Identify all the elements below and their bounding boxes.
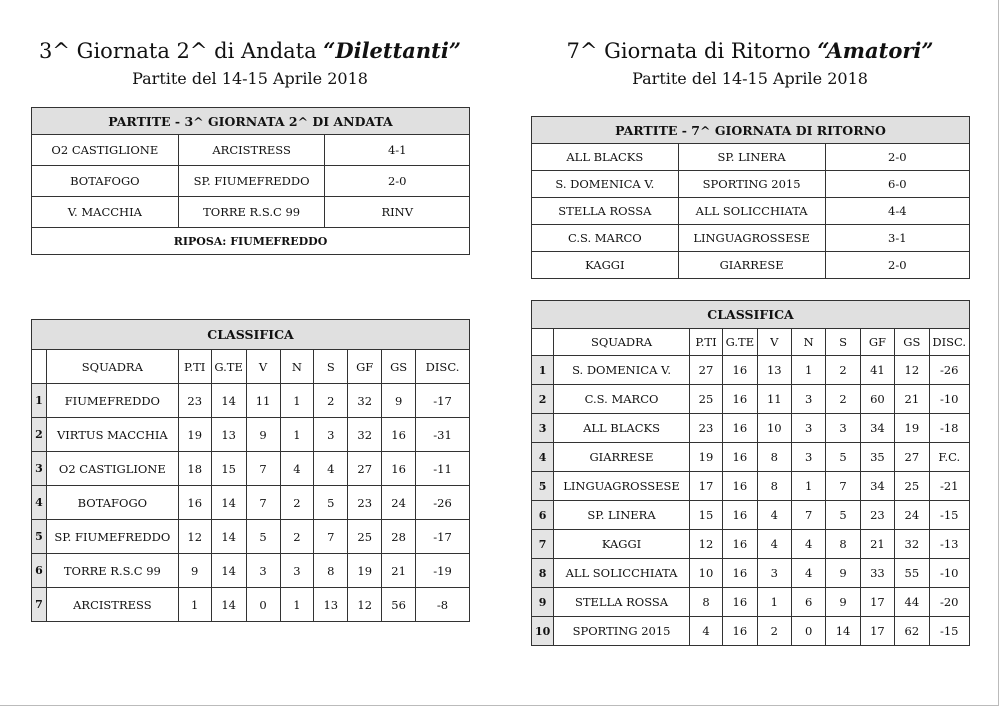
rank-cell: 9 bbox=[532, 588, 554, 617]
stat-cell: 34 bbox=[860, 472, 894, 501]
rank-cell: 2 bbox=[532, 385, 554, 414]
stat-cell: 56 bbox=[382, 588, 416, 622]
stat-cell: 4 bbox=[791, 559, 825, 588]
stat-cell: -17 bbox=[416, 520, 470, 554]
rank-cell: 10 bbox=[532, 617, 554, 646]
stat-cell: -11 bbox=[416, 452, 470, 486]
team-name-cell: ALL BLACKS bbox=[554, 414, 690, 443]
standings-row bbox=[32, 384, 470, 418]
team-name-cell: ARCISTRESS bbox=[46, 588, 178, 622]
stat-cell: 1 bbox=[280, 384, 314, 418]
team-name-cell: SPORTING 2015 bbox=[554, 617, 690, 646]
stat-cell: -13 bbox=[929, 530, 969, 559]
standings-row bbox=[532, 472, 970, 501]
stat-cell: 25 bbox=[895, 472, 929, 501]
team-name-cell: FIUMEFREDDO bbox=[46, 384, 178, 418]
left-heading: 3^ Giornata 2^ di Andata “Dilettanti” bbox=[39, 38, 461, 63]
stat-cell: 21 bbox=[860, 530, 894, 559]
stat-cell: 13 bbox=[211, 418, 246, 452]
stat-cell: 10 bbox=[757, 414, 791, 443]
left-standings-title: CLASSIFICA bbox=[32, 320, 470, 350]
column-header: V bbox=[246, 350, 280, 384]
stat-cell: 12 bbox=[689, 530, 722, 559]
stat-cell: 5 bbox=[826, 501, 860, 530]
stat-cell: 7 bbox=[246, 452, 280, 486]
match-row bbox=[32, 166, 470, 197]
stat-cell: 27 bbox=[895, 443, 929, 472]
stat-cell: 4 bbox=[791, 530, 825, 559]
away-team: SP. FIUMEFREDDO bbox=[178, 166, 325, 197]
away-team: LINGUAGROSSESE bbox=[678, 225, 825, 252]
stat-cell: 25 bbox=[689, 385, 722, 414]
stat-cell: 32 bbox=[348, 418, 382, 452]
stat-cell: -26 bbox=[929, 356, 969, 385]
stat-cell: -21 bbox=[929, 472, 969, 501]
stat-cell: 10 bbox=[689, 559, 722, 588]
column-header: G.TE bbox=[723, 329, 757, 356]
stat-cell: 32 bbox=[895, 530, 929, 559]
away-team: SP. LINERA bbox=[678, 144, 825, 171]
stat-cell: 21 bbox=[382, 554, 416, 588]
stat-cell: 5 bbox=[314, 486, 348, 520]
stat-cell: 14 bbox=[826, 617, 860, 646]
stat-cell: 27 bbox=[689, 356, 722, 385]
stat-cell: 3 bbox=[791, 443, 825, 472]
match-row bbox=[532, 225, 970, 252]
right-subtitle: Partite del 14-15 Aprile 2018 bbox=[632, 69, 868, 88]
home-team: S. DOMENICA V. bbox=[532, 171, 679, 198]
home-team: C.S. MARCO bbox=[532, 225, 679, 252]
stat-cell: 5 bbox=[826, 443, 860, 472]
stat-cell: 14 bbox=[211, 520, 246, 554]
stat-cell: 12 bbox=[895, 356, 929, 385]
stat-cell: 2 bbox=[826, 385, 860, 414]
stat-cell: 7 bbox=[826, 472, 860, 501]
stat-cell: 16 bbox=[723, 472, 757, 501]
stat-cell: 13 bbox=[314, 588, 348, 622]
stat-cell: 16 bbox=[723, 617, 757, 646]
standings-row bbox=[32, 452, 470, 486]
match-score: 4-1 bbox=[325, 135, 470, 166]
stat-cell: 3 bbox=[826, 414, 860, 443]
column-header: V bbox=[757, 329, 791, 356]
left-heading-block bbox=[30, 38, 470, 90]
match-row bbox=[32, 197, 470, 228]
stat-cell: F.C. bbox=[929, 443, 969, 472]
stat-cell: 23 bbox=[348, 486, 382, 520]
rank-cell: 6 bbox=[32, 554, 47, 588]
team-name-cell: BOTAFOGO bbox=[46, 486, 178, 520]
stat-cell: 28 bbox=[382, 520, 416, 554]
left-standings-table bbox=[31, 319, 470, 622]
stat-cell: 8 bbox=[757, 443, 791, 472]
stat-cell: -17 bbox=[416, 384, 470, 418]
stat-cell: 12 bbox=[348, 588, 382, 622]
stat-cell: 3 bbox=[791, 385, 825, 414]
stat-cell: 16 bbox=[723, 414, 757, 443]
column-header: SQUADRA bbox=[46, 350, 178, 384]
stat-cell: 19 bbox=[348, 554, 382, 588]
away-team: SPORTING 2015 bbox=[678, 171, 825, 198]
right-matches-table bbox=[531, 116, 970, 279]
home-team: O2 CASTIGLIONE bbox=[32, 135, 179, 166]
standings-row bbox=[532, 617, 970, 646]
standings-row bbox=[532, 530, 970, 559]
stat-cell: 13 bbox=[757, 356, 791, 385]
team-name-cell: KAGGI bbox=[554, 530, 690, 559]
stat-cell: 16 bbox=[178, 486, 211, 520]
stat-cell: 8 bbox=[689, 588, 722, 617]
column-header: G.TE bbox=[211, 350, 246, 384]
stat-cell: 44 bbox=[895, 588, 929, 617]
stat-cell: 4 bbox=[314, 452, 348, 486]
standings-row bbox=[532, 414, 970, 443]
match-score: 2-0 bbox=[325, 166, 470, 197]
stat-cell: 11 bbox=[246, 384, 280, 418]
rank-cell: 4 bbox=[32, 486, 47, 520]
stat-cell: 24 bbox=[382, 486, 416, 520]
stat-cell: 9 bbox=[246, 418, 280, 452]
column-header: N bbox=[280, 350, 314, 384]
stat-cell: 2 bbox=[757, 617, 791, 646]
stat-cell: 9 bbox=[826, 559, 860, 588]
standings-row bbox=[32, 486, 470, 520]
column-header: GF bbox=[860, 329, 894, 356]
column-header: DISC. bbox=[416, 350, 470, 384]
stat-cell: -10 bbox=[929, 559, 969, 588]
stat-cell: 21 bbox=[895, 385, 929, 414]
stat-cell: 4 bbox=[757, 501, 791, 530]
standings-row bbox=[32, 588, 470, 622]
stat-cell: 18 bbox=[178, 452, 211, 486]
home-team: V. MACCHIA bbox=[32, 197, 179, 228]
stat-cell: 17 bbox=[860, 588, 894, 617]
stat-cell: 23 bbox=[178, 384, 211, 418]
stat-cell: 2 bbox=[826, 356, 860, 385]
team-name-cell: C.S. MARCO bbox=[554, 385, 690, 414]
team-name-cell: TORRE R.S.C 99 bbox=[46, 554, 178, 588]
away-team: TORRE R.S.C 99 bbox=[178, 197, 325, 228]
stat-cell: 33 bbox=[860, 559, 894, 588]
stat-cell: -18 bbox=[929, 414, 969, 443]
stat-cell: 2 bbox=[280, 486, 314, 520]
column-header: GF bbox=[348, 350, 382, 384]
stat-cell: 24 bbox=[895, 501, 929, 530]
home-team: BOTAFOGO bbox=[32, 166, 179, 197]
stat-cell: 11 bbox=[757, 385, 791, 414]
team-name-cell: SP. FIUMEFREDDO bbox=[46, 520, 178, 554]
match-score: 6-0 bbox=[825, 171, 969, 198]
stat-cell: 2 bbox=[280, 520, 314, 554]
stat-cell: 62 bbox=[895, 617, 929, 646]
stat-cell: 32 bbox=[348, 384, 382, 418]
stat-cell: -26 bbox=[416, 486, 470, 520]
stat-cell: 3 bbox=[280, 554, 314, 588]
home-team: ALL BLACKS bbox=[532, 144, 679, 171]
stat-cell: 25 bbox=[348, 520, 382, 554]
standings-row bbox=[532, 501, 970, 530]
stat-cell: 17 bbox=[860, 617, 894, 646]
column-header: S bbox=[314, 350, 348, 384]
stat-cell: 60 bbox=[860, 385, 894, 414]
team-name-cell: O2 CASTIGLIONE bbox=[46, 452, 178, 486]
rank-cell: 8 bbox=[532, 559, 554, 588]
stat-cell: 6 bbox=[791, 588, 825, 617]
stat-cell: 8 bbox=[314, 554, 348, 588]
rank-cell: 5 bbox=[32, 520, 47, 554]
left-matches-table bbox=[31, 107, 470, 255]
stat-cell: 1 bbox=[280, 588, 314, 622]
rank-cell: 4 bbox=[532, 443, 554, 472]
left-riposa: RIPOSA: FIUMEFREDDO bbox=[32, 228, 470, 255]
stat-cell: 3 bbox=[246, 554, 280, 588]
rank-cell: 7 bbox=[32, 588, 47, 622]
right-heading: 7^ Giornata di Ritorno “Amatori” bbox=[566, 38, 934, 63]
stat-cell: 0 bbox=[791, 617, 825, 646]
standings-row bbox=[32, 418, 470, 452]
standings-row bbox=[532, 356, 970, 385]
right-standings-title: CLASSIFICA bbox=[532, 301, 970, 329]
match-row bbox=[532, 198, 970, 225]
stat-cell: 8 bbox=[826, 530, 860, 559]
stat-cell: 12 bbox=[178, 520, 211, 554]
column-header: P.TI bbox=[178, 350, 211, 384]
stat-cell: 23 bbox=[689, 414, 722, 443]
stat-cell: 16 bbox=[723, 443, 757, 472]
stat-cell: -10 bbox=[929, 385, 969, 414]
right-heading-block bbox=[530, 38, 970, 90]
match-row bbox=[532, 252, 970, 279]
stat-cell: 16 bbox=[723, 530, 757, 559]
stat-cell: 16 bbox=[723, 356, 757, 385]
stat-cell: 7 bbox=[791, 501, 825, 530]
standings-row bbox=[532, 559, 970, 588]
column-header: GS bbox=[895, 329, 929, 356]
column-header: DISC. bbox=[929, 329, 969, 356]
stat-cell: 7 bbox=[246, 486, 280, 520]
rank-cell: 3 bbox=[32, 452, 47, 486]
stat-cell: 4 bbox=[757, 530, 791, 559]
stat-cell: 14 bbox=[211, 486, 246, 520]
stat-cell: 14 bbox=[211, 588, 246, 622]
stat-cell: -31 bbox=[416, 418, 470, 452]
match-row bbox=[32, 135, 470, 166]
stat-cell: 3 bbox=[791, 414, 825, 443]
team-name-cell: GIARRESE bbox=[554, 443, 690, 472]
team-name-cell: VIRTUS MACCHIA bbox=[46, 418, 178, 452]
stat-cell: 16 bbox=[382, 418, 416, 452]
stat-cell: 5 bbox=[246, 520, 280, 554]
away-team: ARCISTRESS bbox=[178, 135, 325, 166]
team-name-cell: LINGUAGROSSESE bbox=[554, 472, 690, 501]
stat-cell: 14 bbox=[211, 554, 246, 588]
stat-cell: 14 bbox=[211, 384, 246, 418]
right-standings-table bbox=[531, 300, 970, 646]
rank-cell: 3 bbox=[532, 414, 554, 443]
stat-cell: 19 bbox=[689, 443, 722, 472]
standings-row bbox=[532, 443, 970, 472]
stat-cell: 7 bbox=[314, 520, 348, 554]
stat-cell: 17 bbox=[689, 472, 722, 501]
stat-cell: 1 bbox=[178, 588, 211, 622]
stat-cell: 1 bbox=[757, 588, 791, 617]
stat-cell: 0 bbox=[246, 588, 280, 622]
rank-cell: 2 bbox=[32, 418, 47, 452]
stat-cell: 23 bbox=[860, 501, 894, 530]
stat-cell: 3 bbox=[757, 559, 791, 588]
stat-cell: 35 bbox=[860, 443, 894, 472]
stat-cell: 1 bbox=[791, 356, 825, 385]
stat-cell: -15 bbox=[929, 617, 969, 646]
stat-cell: 4 bbox=[280, 452, 314, 486]
column-header: N bbox=[791, 329, 825, 356]
stat-cell: 1 bbox=[280, 418, 314, 452]
stat-cell: -20 bbox=[929, 588, 969, 617]
standings-row bbox=[32, 554, 470, 588]
stat-cell: 2 bbox=[314, 384, 348, 418]
rank-cell: 6 bbox=[532, 501, 554, 530]
stat-cell: 19 bbox=[895, 414, 929, 443]
rank-cell: 5 bbox=[532, 472, 554, 501]
left-subtitle: Partite del 14-15 Aprile 2018 bbox=[132, 69, 368, 88]
stat-cell: 9 bbox=[826, 588, 860, 617]
match-score: 3-1 bbox=[825, 225, 969, 252]
stat-cell: 34 bbox=[860, 414, 894, 443]
team-name-cell: STELLA ROSSA bbox=[554, 588, 690, 617]
stat-cell: 3 bbox=[314, 418, 348, 452]
stat-cell: 27 bbox=[348, 452, 382, 486]
team-name-cell: ALL SOLICCHIATA bbox=[554, 559, 690, 588]
match-score: 2-0 bbox=[825, 144, 969, 171]
home-team: STELLA ROSSA bbox=[532, 198, 679, 225]
match-score: 2-0 bbox=[825, 252, 969, 279]
rank-cell: 1 bbox=[32, 384, 47, 418]
match-score: 4-4 bbox=[825, 198, 969, 225]
stat-cell: 16 bbox=[382, 452, 416, 486]
stat-cell: 16 bbox=[723, 385, 757, 414]
right-matches-title: PARTITE - 7^ GIORNATA DI RITORNO bbox=[532, 117, 970, 144]
team-name-cell: SP. LINERA bbox=[554, 501, 690, 530]
home-team: KAGGI bbox=[532, 252, 679, 279]
left-matches-title: PARTITE - 3^ GIORNATA 2^ DI ANDATA bbox=[32, 108, 470, 135]
column-header: GS bbox=[382, 350, 416, 384]
stat-cell: 1 bbox=[791, 472, 825, 501]
stat-cell: 9 bbox=[382, 384, 416, 418]
standings-row bbox=[32, 520, 470, 554]
stat-cell: -8 bbox=[416, 588, 470, 622]
stat-cell: 15 bbox=[689, 501, 722, 530]
stat-cell: 55 bbox=[895, 559, 929, 588]
stat-cell: 19 bbox=[178, 418, 211, 452]
standings-row bbox=[532, 385, 970, 414]
stat-cell: 16 bbox=[723, 501, 757, 530]
match-row bbox=[532, 144, 970, 171]
stat-cell: 4 bbox=[689, 617, 722, 646]
rank-cell: 1 bbox=[532, 356, 554, 385]
away-team: ALL SOLICCHIATA bbox=[678, 198, 825, 225]
stat-cell: -15 bbox=[929, 501, 969, 530]
column-header: S bbox=[826, 329, 860, 356]
standings-row bbox=[532, 588, 970, 617]
stat-cell: -19 bbox=[416, 554, 470, 588]
stat-cell: 41 bbox=[860, 356, 894, 385]
match-row bbox=[532, 171, 970, 198]
stat-cell: 9 bbox=[178, 554, 211, 588]
column-header: SQUADRA bbox=[554, 329, 690, 356]
stat-cell: 16 bbox=[723, 559, 757, 588]
away-team: GIARRESE bbox=[678, 252, 825, 279]
match-score: RINV bbox=[325, 197, 470, 228]
stat-cell: 16 bbox=[723, 588, 757, 617]
rank-cell: 7 bbox=[532, 530, 554, 559]
team-name-cell: S. DOMENICA V. bbox=[554, 356, 690, 385]
stat-cell: 8 bbox=[757, 472, 791, 501]
stat-cell: 15 bbox=[211, 452, 246, 486]
column-header: P.TI bbox=[689, 329, 722, 356]
